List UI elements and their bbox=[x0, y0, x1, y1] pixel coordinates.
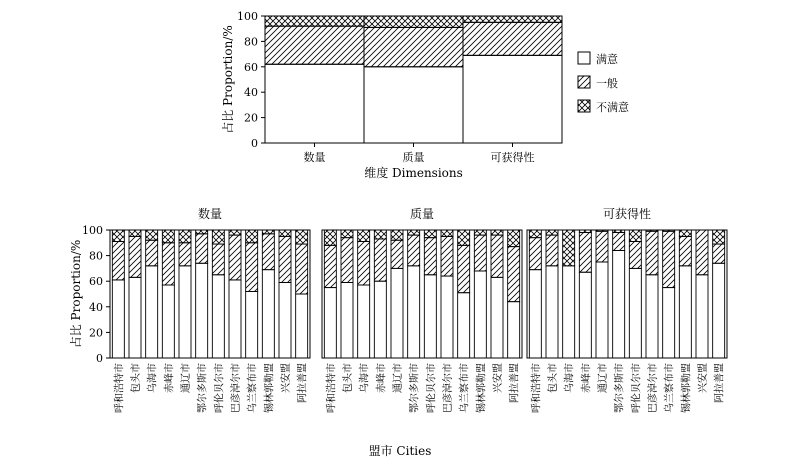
legend-label: 不满意 bbox=[596, 101, 629, 114]
bar-segment bbox=[441, 236, 453, 276]
bar-segment bbox=[324, 288, 336, 358]
x-tick-label: 阿拉善盟 bbox=[297, 363, 309, 403]
bar-segment bbox=[146, 240, 158, 266]
x-tick-label: 乌海市 bbox=[359, 363, 371, 393]
bar-segment bbox=[129, 230, 141, 236]
y-tick-label: 60 bbox=[89, 275, 103, 289]
bar-segment bbox=[463, 16, 562, 22]
bar-segment bbox=[162, 230, 174, 243]
x-tick-label: 乌海市 bbox=[564, 363, 576, 393]
x-tick-label: 乌兰察布市 bbox=[459, 363, 471, 413]
bar-segment bbox=[696, 230, 708, 275]
bar-segment bbox=[374, 239, 386, 281]
bar-segment bbox=[529, 230, 541, 238]
x-tick-label: 鄂尔多斯市 bbox=[409, 363, 421, 413]
bar-segment bbox=[112, 230, 124, 242]
bar-segment bbox=[546, 230, 558, 235]
x-tick-label: 质量 bbox=[402, 151, 425, 164]
bar-segment bbox=[262, 270, 274, 358]
bar-segment bbox=[441, 230, 453, 236]
bar-segment bbox=[563, 230, 575, 266]
y-tick-label: 100 bbox=[82, 224, 103, 237]
bar-segment bbox=[246, 230, 258, 243]
y-tick-label: 20 bbox=[89, 326, 103, 340]
bar-segment bbox=[391, 268, 403, 358]
x-tick-label: 呼伦贝尔市 bbox=[631, 363, 643, 413]
legend-swatch bbox=[578, 100, 590, 112]
bar-segment bbox=[279, 236, 291, 282]
bar-segment bbox=[324, 230, 336, 245]
bar-segment bbox=[546, 266, 558, 358]
bar-segment bbox=[364, 16, 463, 27]
bar-segment bbox=[713, 244, 725, 263]
bar-segment bbox=[358, 230, 370, 242]
bar-segment bbox=[296, 230, 308, 244]
bar-segment bbox=[296, 294, 308, 358]
y-axis-title: 占比 Proportion/% bbox=[221, 25, 235, 134]
y-tick-label: 60 bbox=[244, 60, 258, 74]
bar-segment bbox=[408, 266, 420, 358]
bar-segment bbox=[696, 275, 708, 358]
bar-segment bbox=[146, 266, 158, 358]
bar-segment bbox=[179, 243, 191, 266]
bar-segment bbox=[364, 67, 463, 143]
bar-segment bbox=[196, 263, 208, 358]
bar-segment bbox=[613, 250, 625, 358]
bar-segment bbox=[391, 240, 403, 268]
bar-segment bbox=[112, 280, 124, 358]
bar-segment bbox=[179, 266, 191, 358]
x-tick-label: 通辽市 bbox=[598, 363, 609, 393]
bar-segment bbox=[458, 230, 470, 245]
x-tick-label: 兴安盟 bbox=[698, 363, 709, 393]
bar-segment bbox=[546, 235, 558, 266]
bar-segment bbox=[262, 230, 274, 234]
bar-segment bbox=[262, 234, 274, 270]
x-tick-label: 阿拉善盟 bbox=[509, 363, 521, 403]
x-tick-label: 赤峰市 bbox=[376, 363, 388, 393]
panel-1 bbox=[68, 206, 310, 413]
bar-segment bbox=[629, 242, 641, 269]
panel-3 bbox=[527, 206, 727, 413]
x-tick-label: 呼伦贝尔市 bbox=[214, 363, 226, 413]
bar-segment bbox=[296, 244, 308, 294]
bar-segment bbox=[713, 230, 725, 244]
bar-segment bbox=[474, 230, 486, 235]
bar-segment bbox=[508, 302, 520, 358]
bar-segment bbox=[679, 266, 691, 358]
bar-segment bbox=[212, 275, 224, 358]
legend-label: 一般 bbox=[596, 77, 618, 90]
x-tick-label: 锡林郭勒盟 bbox=[681, 363, 693, 413]
x-tick-label: 兴安盟 bbox=[493, 363, 504, 393]
y-tick-label: 0 bbox=[96, 352, 103, 365]
x-tick-label: 锡林郭勒盟 bbox=[264, 363, 276, 413]
bar-segment bbox=[179, 230, 191, 243]
x-tick-label: 巴彦淖尔市 bbox=[648, 363, 659, 413]
bar-segment bbox=[391, 230, 403, 240]
bar-segment bbox=[246, 243, 258, 292]
x-tick-label: 赤峰市 bbox=[164, 363, 176, 393]
bar-segment bbox=[265, 64, 364, 143]
bar-segment bbox=[196, 230, 208, 234]
y-tick-label: 40 bbox=[89, 300, 103, 314]
bar-segment bbox=[279, 282, 291, 358]
x-tick-label: 呼伦贝尔市 bbox=[426, 363, 438, 413]
bar-segment bbox=[265, 16, 364, 26]
y-tick-label: 100 bbox=[237, 10, 258, 23]
y-axis-title: 占比 Proportion/% bbox=[69, 239, 83, 349]
bar-segment bbox=[212, 244, 224, 275]
x-tick-label: 包头市 bbox=[548, 363, 559, 393]
bar-segment bbox=[196, 234, 208, 263]
x-tick-label: 呼和浩特市 bbox=[326, 363, 338, 413]
y-tick-label: 20 bbox=[244, 111, 258, 125]
legend-swatch bbox=[578, 76, 590, 88]
x-tick-label: 鄂尔多斯市 bbox=[614, 363, 626, 413]
bar-segment bbox=[408, 235, 420, 266]
bar-segment bbox=[529, 270, 541, 358]
bar-segment bbox=[663, 288, 675, 358]
bar-segment bbox=[162, 285, 174, 358]
bar-segment bbox=[424, 230, 436, 238]
x-tick-label: 乌兰察布市 bbox=[664, 363, 676, 413]
bar-segment bbox=[579, 272, 591, 358]
bar-segment bbox=[246, 291, 258, 358]
bar-segment bbox=[341, 238, 353, 283]
bar-segment bbox=[474, 271, 486, 358]
bar-segment bbox=[441, 276, 453, 358]
main-chart bbox=[220, 10, 562, 180]
x-tick-label: 锡林郭勒盟 bbox=[476, 363, 488, 413]
x-tick-label: 通辽市 bbox=[181, 363, 192, 393]
panel-2 bbox=[322, 206, 522, 413]
bar-segment bbox=[374, 230, 386, 239]
bar-segment bbox=[424, 238, 436, 275]
x-tick-label: 包头市 bbox=[131, 363, 142, 393]
bar-segment bbox=[279, 230, 291, 236]
panel-title: 数量 bbox=[197, 207, 223, 221]
bar-segment bbox=[162, 243, 174, 285]
x-tick-label: 赤峰市 bbox=[581, 363, 593, 393]
panel-title: 质量 bbox=[409, 207, 435, 221]
bar-segment bbox=[229, 235, 241, 280]
bar-segment bbox=[629, 230, 641, 242]
bar-segment bbox=[463, 55, 562, 143]
bar-segment bbox=[663, 231, 675, 287]
bar-segment bbox=[629, 268, 641, 358]
bar-segment bbox=[713, 263, 725, 358]
bar-segment bbox=[679, 236, 691, 265]
x-tick-label: 呼和浩特市 bbox=[114, 363, 126, 413]
x-tick-label: 数量 bbox=[303, 151, 326, 164]
x-tick-label: 巴彦淖尔市 bbox=[231, 363, 242, 413]
bar-segment bbox=[458, 293, 470, 358]
x-tick-label: 可获得性 bbox=[490, 151, 535, 164]
bar-segment bbox=[529, 238, 541, 270]
y-tick-label: 80 bbox=[89, 249, 103, 263]
x-tick-label: 阿拉善盟 bbox=[714, 363, 726, 403]
bar-segment bbox=[146, 230, 158, 240]
city-panels bbox=[68, 206, 727, 458]
bar-segment bbox=[229, 280, 241, 358]
bar-segment bbox=[229, 230, 241, 235]
x-tick-label: 呼和浩特市 bbox=[531, 363, 543, 413]
bar-segment bbox=[646, 275, 658, 358]
bar-segment bbox=[463, 22, 562, 55]
x-tick-label: 乌海市 bbox=[147, 363, 159, 393]
bar-segment bbox=[358, 242, 370, 286]
legend-label: 满意 bbox=[596, 53, 618, 66]
x-tick-label: 通辽市 bbox=[393, 363, 404, 393]
x-axis-title: 维度 Dimensions bbox=[364, 166, 463, 180]
legend bbox=[578, 52, 629, 114]
bar-segment bbox=[474, 235, 486, 271]
x-tick-label: 巴彦淖尔市 bbox=[443, 363, 454, 413]
panel-title: 可获得性 bbox=[602, 207, 652, 221]
x-axis-title: 盟市 Cities bbox=[368, 444, 432, 458]
bar-segment bbox=[212, 230, 224, 244]
bar-segment bbox=[341, 282, 353, 358]
x-tick-label: 兴安盟 bbox=[281, 363, 292, 393]
bar-segment bbox=[324, 245, 336, 287]
legend-swatch bbox=[578, 52, 590, 64]
bar-segment bbox=[491, 235, 503, 277]
x-tick-label: 乌兰察布市 bbox=[247, 363, 259, 413]
bar-segment bbox=[679, 230, 691, 236]
bar-segment bbox=[129, 277, 141, 358]
bar-segment bbox=[341, 230, 353, 238]
bar-segment bbox=[563, 266, 575, 358]
bar-segment bbox=[358, 285, 370, 358]
bar-segment bbox=[508, 230, 520, 247]
bar-segment bbox=[491, 230, 503, 235]
bar-segment bbox=[579, 233, 591, 273]
x-tick-label: 鄂尔多斯市 bbox=[197, 363, 209, 413]
bar-segment bbox=[265, 26, 364, 64]
bar-segment bbox=[112, 242, 124, 280]
bar-segment bbox=[408, 230, 420, 235]
bar-segment bbox=[613, 233, 625, 251]
bar-segment bbox=[364, 27, 463, 66]
bar-segment bbox=[129, 236, 141, 277]
y-tick-label: 80 bbox=[244, 35, 258, 49]
y-tick-label: 40 bbox=[244, 86, 258, 100]
bar-segment bbox=[424, 275, 436, 358]
bar-segment bbox=[491, 277, 503, 358]
bar-segment bbox=[508, 247, 520, 302]
bar-segment bbox=[458, 245, 470, 292]
bar-segment bbox=[646, 231, 658, 275]
bar-segment bbox=[374, 281, 386, 358]
y-tick-label: 0 bbox=[251, 137, 258, 150]
x-tick-label: 包头市 bbox=[343, 363, 354, 393]
bar-segment bbox=[596, 262, 608, 358]
bar-segment bbox=[596, 231, 608, 262]
